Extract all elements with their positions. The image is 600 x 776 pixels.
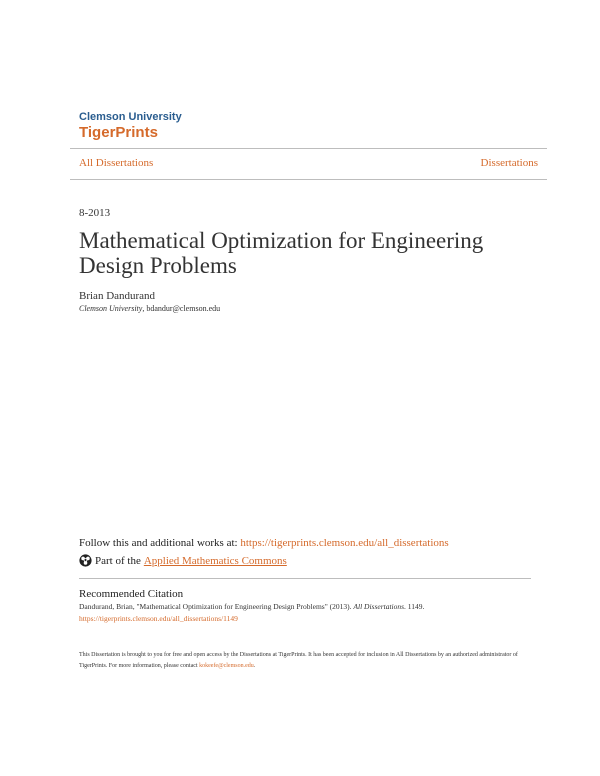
notice-text: This Dissertation is brought to you for free and open access by the Dissertations at TigerPrints. It has been accepted for inclusion in All Dissertations by an authorized administrator of TigerPrints. For more information, please contact <box>79 652 518 669</box>
applied-mathematics-commons-link[interactable]: Applied Mathematics Commons <box>143 554 287 567</box>
follow-line <box>79 537 449 549</box>
contact-email-link[interactable]: kokeefe@clemson.edu <box>199 663 254 669</box>
recommended-citation-heading: Recommended Citation <box>79 588 184 600</box>
repository-name: TigerPrints <box>79 124 158 141</box>
institution-name: Clemson University <box>79 111 182 123</box>
publication-date: 8-2013 <box>79 207 111 219</box>
network-icon <box>79 554 92 567</box>
part-of-line <box>79 554 287 567</box>
citation-rule <box>79 578 531 579</box>
access-notice <box>79 650 524 672</box>
collections-bar <box>79 157 538 169</box>
institution-block <box>79 111 182 142</box>
notice-end: . <box>253 663 256 669</box>
citation-series: All Dissertations <box>353 602 405 611</box>
dissertations-link[interactable]: Dissertations <box>480 157 538 169</box>
follow-label: Follow this and additional works at: <box>79 537 241 549</box>
author-name: Brian Dandurand <box>79 290 156 302</box>
part-of-label: Part of the <box>95 554 141 567</box>
document-title: Mathematical Optimization for Engineering Design Problems <box>79 228 484 278</box>
affiliation-name: Clemson University <box>79 304 143 313</box>
citation-url-link[interactable]: https://tigerprints.clemson.edu/all_dissertations/1149 <box>79 614 238 623</box>
author-affiliation <box>79 304 220 313</box>
follow-url-link[interactable]: https://tigerprints.clemson.edu/all_dissertations <box>240 537 449 549</box>
author-email: , bdandur@clemson.edu <box>142 304 221 313</box>
citation-text <box>79 602 539 611</box>
citation-main: Dandurand, Brian, "Mathematical Optimization for Engineering Design Problems" (2013). <box>79 602 354 611</box>
citation-number: . 1149. <box>404 602 425 611</box>
top-rule <box>70 148 547 149</box>
collections-rule <box>70 179 547 180</box>
all-dissertations-link[interactable]: All Dissertations <box>79 157 154 169</box>
